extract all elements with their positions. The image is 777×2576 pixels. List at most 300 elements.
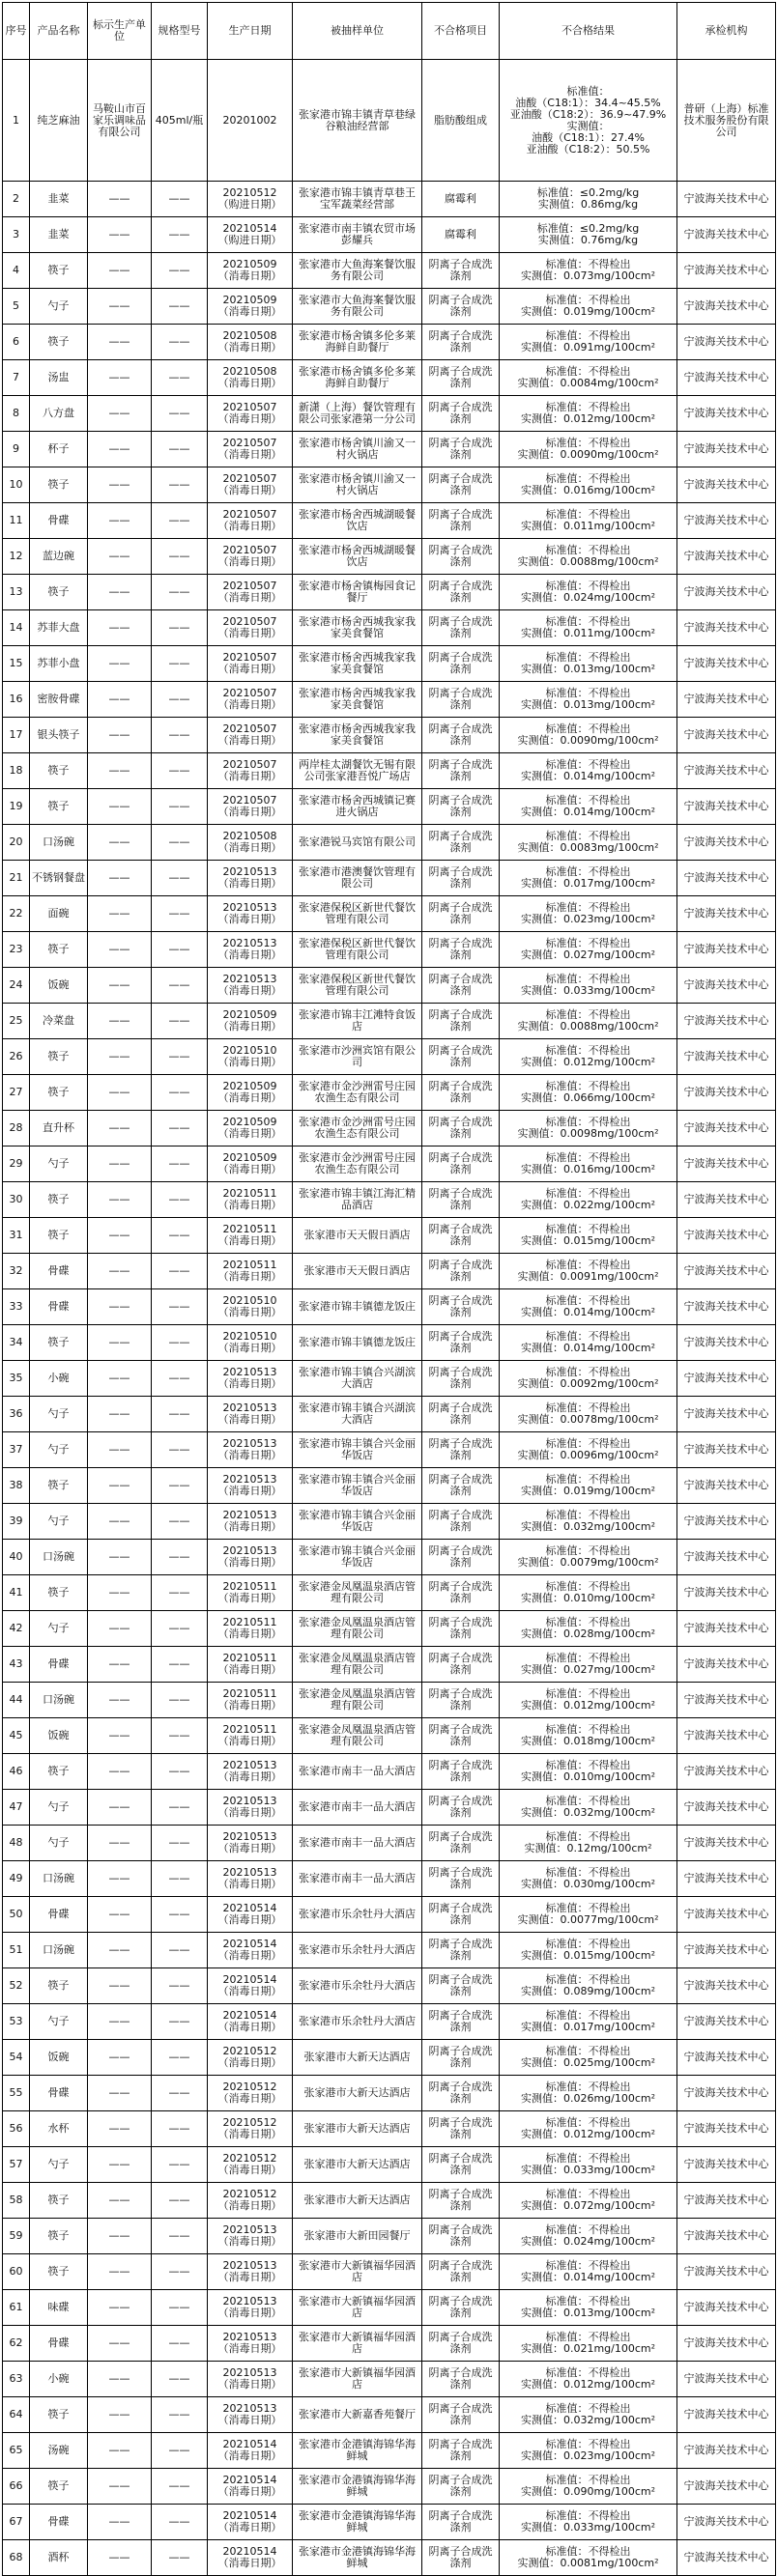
cell-failed-result-line: 标准值：不得检出 (545, 1294, 631, 1307)
cell-date-line: （消毒日期） (217, 1342, 282, 1354)
table-row (3, 1289, 776, 1325)
cell-failed-result-line: 标准值：不得检出 (545, 1616, 631, 1628)
cell-inspection-org: 宁波海关技术中心 (677, 1182, 776, 1218)
cell-failed-result-line: 实测值：0.015mg/100cm² (520, 1234, 656, 1247)
table-row (3, 2290, 776, 2326)
cell-failed-result-line: 实测值：0.014mg/100cm² (520, 2271, 656, 2283)
cell-date (208, 575, 293, 610)
cell-no: 47 (3, 1790, 30, 1826)
cell-failed-item: 阴离子合成洗涤剂 (422, 289, 500, 325)
cell-spec: —— (152, 217, 208, 253)
cell-no: 18 (3, 753, 30, 789)
cell-failed-result-line: 标准值：不得检出 (545, 2081, 631, 2093)
cell-date (208, 1611, 293, 1647)
cell-spec: —— (152, 2076, 208, 2111)
cell-producer: —— (88, 1325, 152, 1361)
table-row (3, 646, 776, 682)
cell-date (208, 1683, 293, 1718)
cell-spec: —— (152, 2183, 208, 2219)
cell-date-line: （消毒日期） (217, 2307, 282, 2319)
cell-date-line: 20210514 (222, 2474, 277, 2486)
cell-no: 30 (3, 1182, 30, 1218)
cell-sampled-unit: 张家港市乐余牡丹大酒店 (293, 1933, 422, 1968)
cell-product-name: 韭菜 (30, 182, 88, 217)
cell-failed-result-line: 实测值：0.023mg/100cm² (520, 2449, 656, 2462)
cell-failed-item: 阴离子合成洗涤剂 (422, 2433, 500, 2469)
cell-failed-result-line: 实测值：0.024mg/100cm² (520, 591, 656, 604)
cell-failed-result-line: 标准值：不得检出 (545, 2223, 631, 2236)
cell-date-line: （消毒日期） (217, 1449, 282, 1461)
cell-failed-result-line: 实测值：0.011mg/100cm² (520, 627, 656, 639)
cell-date-line: （消毒日期） (217, 1306, 282, 1318)
cell-spec: —— (152, 1218, 208, 1254)
cell-product-name: 饭碗 (30, 968, 88, 1004)
cell-date-line: 20210513 (222, 937, 277, 949)
cell-failed-result (500, 968, 677, 1004)
cell-no: 13 (3, 575, 30, 610)
cell-failed-result (500, 861, 677, 896)
cell-spec: —— (152, 610, 208, 646)
cell-inspection-org: 宁波海关技术中心 (677, 646, 776, 682)
header-sampled-unit: 被抽样单位 (293, 3, 422, 60)
cell-failed-item: 阴离子合成洗涤剂 (422, 1325, 500, 1361)
cell-no: 25 (3, 1004, 30, 1039)
cell-date (208, 682, 293, 718)
table-row (3, 217, 776, 253)
cell-product-name: 汤盅 (30, 360, 88, 396)
cell-producer: —— (88, 217, 152, 253)
cell-failed-result-line: 标准值：不得检出 (545, 1973, 631, 1986)
table-row (3, 896, 776, 932)
cell-date-line: 20210513 (222, 1866, 277, 1879)
cell-inspection-org: 宁波海关技术中心 (677, 325, 776, 360)
cell-failed-result-line: 标准值：不得检出 (545, 2188, 631, 2200)
cell-spec: —— (152, 825, 208, 861)
cell-failed-result-line: 标准值：不得检出 (545, 758, 631, 771)
cell-date (208, 1361, 293, 1397)
cell-producer: —— (88, 182, 152, 217)
cell-failed-result-line: 实测值：0.016mg/100cm² (520, 1163, 656, 1175)
cell-failed-result (500, 2397, 677, 2433)
cell-spec: —— (152, 467, 208, 503)
cell-no: 53 (3, 2004, 30, 2040)
cell-sampled-unit: 张家港市杨舍西城我家我家美食餐馆 (293, 718, 422, 753)
cell-date (208, 217, 293, 253)
cell-producer: —— (88, 1182, 152, 1218)
cell-failed-result-line: 实测值：0.011mg/100cm² (520, 520, 656, 532)
cell-spec: —— (152, 182, 208, 217)
cell-failed-result-line: 标准值：≤0.2mg/kg (536, 222, 640, 235)
cell-product-name: 水杯 (30, 2111, 88, 2147)
cell-sampled-unit: 张家港市南丰一品大酒店 (293, 1826, 422, 1861)
cell-failed-item: 阴离子合成洗涤剂 (422, 1075, 500, 1111)
cell-failed-result-line: 实测值：0.0091mg/100cm² (517, 1270, 659, 1283)
cell-failed-item: 阴离子合成洗涤剂 (422, 646, 500, 682)
cell-date (208, 2040, 293, 2076)
cell-date-line: 20210508 (222, 329, 277, 342)
cell-no: 14 (3, 610, 30, 646)
cell-date (208, 2469, 293, 2505)
cell-no: 12 (3, 539, 30, 575)
cell-product-name: 筷子 (30, 467, 88, 503)
cell-date-line: （消毒日期） (217, 1485, 282, 1497)
cell-failed-result-line: 实测值：0.014mg/100cm² (520, 1306, 656, 1318)
cell-failed-item: 阴离子合成洗涤剂 (422, 2111, 500, 2147)
cell-failed-item: 阴离子合成洗涤剂 (422, 682, 500, 718)
cell-failed-result-line: 实测值：0.0081mg/100cm² (517, 2557, 659, 2569)
cell-spec: —— (152, 2397, 208, 2433)
cell-inspection-org: 宁波海关技术中心 (677, 1075, 776, 1111)
cell-date-line: 20210513 (222, 1830, 277, 1843)
cell-date-line: （消毒日期） (217, 1127, 282, 1140)
cell-sampled-unit: 张家港市乐余牡丹大酒店 (293, 2004, 422, 2040)
table-row (3, 1968, 776, 2004)
cell-date (208, 789, 293, 825)
cell-producer: —— (88, 2040, 152, 2076)
cell-inspection-org: 宁波海关技术中心 (677, 432, 776, 467)
cell-spec: —— (152, 2433, 208, 2469)
cell-spec: —— (152, 1933, 208, 1968)
cell-date-line: 20210510 (222, 1330, 277, 1343)
cell-spec: —— (152, 503, 208, 539)
cell-failed-item: 阴离子合成洗涤剂 (422, 539, 500, 575)
cell-date-line: 20210514 (222, 2509, 277, 2522)
cell-producer: —— (88, 1540, 152, 1575)
cell-date (208, 1861, 293, 1897)
cell-date-line: （消毒日期） (217, 2056, 282, 2069)
cell-date-line: （消毒日期） (217, 484, 282, 496)
cell-failed-result (500, 2147, 677, 2183)
cell-failed-item: 阴离子合成洗涤剂 (422, 1504, 500, 1540)
cell-product-name: 苏菲小盘 (30, 646, 88, 682)
cell-producer: —— (88, 1218, 152, 1254)
cell-sampled-unit: 张家港市锦丰镇德龙饭庄 (293, 1289, 422, 1325)
cell-sampled-unit: 张家港市金港镇海锦华海鲜城 (293, 2540, 422, 2576)
cell-product-name: 勺子 (30, 289, 88, 325)
table-row (3, 1540, 776, 1575)
cell-no: 68 (3, 2540, 30, 2576)
cell-sampled-unit: 张家港金凤凰温泉酒店管理有限公司 (293, 1683, 422, 1718)
cell-date-line: 20210511 (222, 1616, 277, 1628)
cell-sampled-unit: 张家港金凤凰温泉酒店管理有限公司 (293, 1575, 422, 1611)
cell-date-line: （消毒日期） (217, 448, 282, 461)
cell-failed-result (500, 60, 677, 182)
cell-no: 57 (3, 2147, 30, 2183)
cell-failed-result-line: 标准值：不得检出 (545, 1759, 631, 1771)
table-row (3, 2183, 776, 2219)
cell-failed-item: 阴离子合成洗涤剂 (422, 2290, 500, 2326)
cell-failed-result-line: 实测值：0.022mg/100cm² (520, 1199, 656, 1211)
cell-product-name: 骨碟 (30, 2505, 88, 2540)
cell-failed-result-line: 标准值：不得检出 (545, 687, 631, 699)
table-row (3, 968, 776, 1004)
cell-date (208, 896, 293, 932)
cell-sampled-unit: 张家港市杨舍镇多伦多莱海鲜自助餐厅 (293, 325, 422, 360)
cell-failed-result-line: 实测值：0.012mg/100cm² (520, 412, 656, 425)
cell-inspection-org: 宁波海关技术中心 (677, 539, 776, 575)
cell-failed-result (500, 1182, 677, 1218)
cell-producer: —— (88, 1826, 152, 1861)
table-row (3, 182, 776, 217)
cell-date-line: 20210511 (222, 1723, 277, 1736)
cell-producer: —— (88, 1039, 152, 1075)
table-row (3, 2147, 776, 2183)
cell-spec: —— (152, 1182, 208, 1218)
cell-inspection-org: 宁波海关技术中心 (677, 2040, 776, 2076)
cell-no: 37 (3, 1432, 30, 1468)
cell-failed-result-line: 实测值：0.026mg/100cm² (520, 2092, 656, 2105)
cell-failed-result (500, 396, 677, 432)
cell-date (208, 2111, 293, 2147)
cell-failed-result (500, 1897, 677, 1933)
cell-failed-result-line: 标准值：不得检出 (545, 1830, 631, 1843)
cell-failed-result (500, 1468, 677, 1504)
cell-failed-result (500, 2040, 677, 2076)
cell-failed-result-line: 标准值：不得检出 (545, 580, 631, 592)
cell-date-line: 20201002 (222, 113, 277, 127)
cell-no: 33 (3, 1289, 30, 1325)
cell-date-line: 20210514 (222, 1938, 277, 1950)
cell-failed-result-line: 实测值：0.013mg/100cm² (520, 698, 656, 711)
cell-no: 32 (3, 1254, 30, 1289)
cell-spec: —— (152, 2540, 208, 2576)
cell-failed-item: 阴离子合成洗涤剂 (422, 1790, 500, 1826)
cell-failed-result (500, 1254, 677, 1289)
cell-date (208, 467, 293, 503)
cell-date-line: （消毒日期） (217, 2271, 282, 2283)
cell-producer: —— (88, 2505, 152, 2540)
cell-sampled-unit: 张家港市锦丰镇合兴湖滨大酒店 (293, 1361, 422, 1397)
cell-sampled-unit: 张家港市大新嘉香苑餐厅 (293, 2397, 422, 2433)
cell-failed-result-line: 实测值：0.0090mg/100cm² (517, 734, 659, 747)
cell-failed-item: 阴离子合成洗涤剂 (422, 1683, 500, 1718)
cell-failed-result (500, 1540, 677, 1575)
cell-failed-result-line: 标准值：不得检出 (545, 1008, 631, 1021)
cell-date-line: 20210513 (222, 973, 277, 985)
cell-failed-result-line: 标准值：不得检出 (545, 329, 631, 342)
cell-date-line: （消毒日期） (217, 1199, 282, 1211)
cell-failed-result-line: 标准值：不得检出 (545, 973, 631, 985)
cell-date-line: （消毒日期） (217, 1985, 282, 1997)
cell-date-line: （消毒日期） (217, 1413, 282, 1426)
cell-failed-result-line: 标准值：不得检出 (545, 722, 631, 735)
cell-sampled-unit: 张家港市锦丰镇江海汇精品酒店 (293, 1182, 422, 1218)
cell-sampled-unit: 张家港市金港镇海锦华海鲜城 (293, 2505, 422, 2540)
cell-date-line: （消毒日期） (217, 627, 282, 639)
table-row (3, 1897, 776, 1933)
table-row (3, 1754, 776, 1790)
cell-failed-result-line: 实测值：0.010mg/100cm² (520, 1770, 656, 1783)
cell-no: 39 (3, 1504, 30, 1540)
cell-producer: —— (88, 610, 152, 646)
cell-sampled-unit: 张家港市大新镇福华园酒店 (293, 2362, 422, 2397)
cell-sampled-unit: 张家港市沙洲宾馆有限公司 (293, 1039, 422, 1075)
cell-spec: —— (152, 2040, 208, 2076)
cell-no: 27 (3, 1075, 30, 1111)
cell-inspection-org: 宁波海关技术中心 (677, 1004, 776, 1039)
table-row (3, 682, 776, 718)
cell-inspection-org: 宁波海关技术中心 (677, 1254, 776, 1289)
cell-inspection-org: 宁波海关技术中心 (677, 896, 776, 932)
cell-date-line: 20210509 (222, 258, 277, 270)
cell-date (208, 432, 293, 467)
cell-product-name: 口汤碗 (30, 1933, 88, 1968)
cell-failed-result-line: 标准值：不得检出 (545, 2045, 631, 2057)
table-row (3, 789, 776, 825)
cell-no: 22 (3, 896, 30, 932)
cell-failed-item: 阴离子合成洗涤剂 (422, 1826, 500, 1861)
cell-date-line: 20210507 (222, 544, 277, 556)
cell-failed-item: 阴离子合成洗涤剂 (422, 968, 500, 1004)
cell-spec: —— (152, 2362, 208, 2397)
cell-date (208, 1039, 293, 1075)
cell-product-name: 骨碟 (30, 2326, 88, 2362)
cell-failed-result-line: 标准值：不得检出 (545, 1866, 631, 1879)
cell-producer: —— (88, 2397, 152, 2433)
cell-date (208, 1075, 293, 1111)
cell-failed-result (500, 2254, 677, 2290)
cell-failed-result (500, 1790, 677, 1826)
cell-date-line: （消毒日期） (217, 841, 282, 854)
cell-date-line: （消毒日期） (217, 2557, 282, 2569)
cell-failed-result-line: 标准值：不得检出 (545, 1473, 631, 1486)
cell-failed-result (500, 2183, 677, 2219)
cell-date-line: （消毒日期） (217, 1913, 282, 1926)
cell-failed-result (500, 1968, 677, 2004)
cell-failed-result-line: 实测值：0.0092mg/100cm² (517, 1377, 659, 1390)
cell-product-name: 八方盘 (30, 396, 88, 432)
cell-failed-result (500, 1683, 677, 1718)
cell-failed-item: 阴离子合成洗涤剂 (422, 2326, 500, 2362)
cell-date (208, 1968, 293, 2004)
table-row (3, 1182, 776, 1218)
cell-date-line: 20210510 (222, 1294, 277, 1307)
cell-date-line: （消毒日期） (217, 877, 282, 890)
cell-producer: —— (88, 1575, 152, 1611)
cell-date (208, 1897, 293, 1933)
table-row (3, 253, 776, 289)
cell-no: 62 (3, 2326, 30, 2362)
cell-date-line: （消毒日期） (217, 1270, 282, 1283)
cell-inspection-org: 宁波海关技术中心 (677, 2326, 776, 2362)
cell-product-name: 饭碗 (30, 2040, 88, 2076)
table-row (3, 575, 776, 610)
cell-date-line: 20210513 (222, 1795, 277, 1807)
cell-failed-item: 阴离子合成洗涤剂 (422, 2362, 500, 2397)
cell-inspection-org: 宁波海关技术中心 (677, 1718, 776, 1754)
cell-failed-item: 阴离子合成洗涤剂 (422, 789, 500, 825)
cell-failed-item: 阴离子合成洗涤剂 (422, 360, 500, 396)
cell-failed-result-line: 标准值：不得检出 (545, 258, 631, 270)
cell-product-name: 密胺骨碟 (30, 682, 88, 718)
cell-failed-result (500, 682, 677, 718)
cell-inspection-org: 宁波海关技术中心 (677, 2076, 776, 2111)
cell-failed-result-line: 实测值：0.012mg/100cm² (520, 2378, 656, 2391)
cell-spec: —— (152, 896, 208, 932)
cell-date-line: 20210511 (222, 1187, 277, 1200)
cell-sampled-unit: 张家港市大新镇福华园酒店 (293, 2290, 422, 2326)
cell-failed-result (500, 539, 677, 575)
cell-date (208, 1397, 293, 1432)
cell-date (208, 2362, 293, 2397)
cell-date-line: （消毒日期） (217, 1949, 282, 1962)
cell-no: 65 (3, 2433, 30, 2469)
cell-date (208, 503, 293, 539)
cell-date-line: （消毒日期） (217, 948, 282, 961)
cell-failed-result (500, 1611, 677, 1647)
cell-no: 51 (3, 1933, 30, 1968)
cell-failed-result-line: 实测值： (566, 119, 610, 132)
cell-product-name: 骨碟 (30, 1289, 88, 1325)
cell-sampled-unit: 张家港市杨舍镇梅园食记餐厅 (293, 575, 422, 610)
table-row (3, 325, 776, 360)
cell-producer: —— (88, 2540, 152, 2576)
cell-date-line: （消毒日期） (217, 1091, 282, 1104)
cell-date-line: 20210514 (222, 1902, 277, 1914)
cell-product-name: 筷子 (30, 253, 88, 289)
cell-failed-result (500, 217, 677, 253)
cell-failed-item: 阴离子合成洗涤剂 (422, 2219, 500, 2254)
cell-producer: —— (88, 2433, 152, 2469)
cell-failed-result-line: 标准值：不得检出 (545, 2331, 631, 2343)
cell-product-name: 勺子 (30, 1146, 88, 1182)
cell-no: 48 (3, 1826, 30, 1861)
table-row (3, 2219, 776, 2254)
cell-date-line: （消毒日期） (217, 913, 282, 925)
cell-spec: —— (152, 1754, 208, 1790)
cell-failed-item: 阴离子合成洗涤剂 (422, 932, 500, 968)
cell-no: 34 (3, 1325, 30, 1361)
cell-producer: —— (88, 253, 152, 289)
cell-date-line: （消毒日期） (217, 1842, 282, 1854)
cell-inspection-org: 宁波海关技术中心 (677, 1683, 776, 1718)
cell-date-line: 20210513 (222, 2331, 277, 2343)
cell-date (208, 1790, 293, 1826)
cell-date-line: 20210510 (222, 1044, 277, 1057)
cell-sampled-unit: 张家港市大新天达酒店 (293, 2147, 422, 2183)
header-spec: 规格型号 (152, 3, 208, 60)
cell-sampled-unit: 张家港市南丰一品大酒店 (293, 1861, 422, 1897)
cell-failed-result-line: 实测值：0.010mg/100cm² (520, 1592, 656, 1604)
cell-failed-result-line: 实测值：0.0098mg/100cm² (517, 1127, 659, 1140)
cell-failed-result-line: 标准值：不得检出 (545, 651, 631, 664)
cell-spec: —— (152, 2505, 208, 2540)
cell-spec: —— (152, 753, 208, 789)
cell-date-line: 20210507 (222, 651, 277, 664)
cell-failed-result-line: 标准值：不得检出 (545, 1330, 631, 1343)
cell-sampled-unit: 张家港市天天假日酒店 (293, 1218, 422, 1254)
cell-failed-item: 阴离子合成洗涤剂 (422, 1933, 500, 1968)
cell-product-name: 小碗 (30, 1361, 88, 1397)
cell-product-name: 筷子 (30, 1968, 88, 2004)
cell-failed-item: 阴离子合成洗涤剂 (422, 432, 500, 467)
cell-failed-result (500, 2362, 677, 2397)
cell-date-line: （消毒日期） (217, 1699, 282, 1712)
cell-failed-result-line: 标准值：不得检出 (545, 1509, 631, 1521)
cell-producer: —— (88, 1432, 152, 1468)
cell-failed-item: 阴离子合成洗涤剂 (422, 253, 500, 289)
cell-failed-result (500, 1504, 677, 1540)
cell-inspection-org: 宁波海关技术中心 (677, 1933, 776, 1968)
cell-date-line: （消毒日期） (217, 1056, 282, 1068)
cell-date-line: （消毒日期） (217, 269, 282, 282)
cell-spec: —— (152, 1540, 208, 1575)
cell-producer: —— (88, 1075, 152, 1111)
cell-inspection-org: 宁波海关技术中心 (677, 932, 776, 968)
cell-sampled-unit: 张家港市金港镇海锦华海鲜城 (293, 2469, 422, 2505)
cell-failed-result (500, 2219, 677, 2254)
table-row (3, 1254, 776, 1289)
